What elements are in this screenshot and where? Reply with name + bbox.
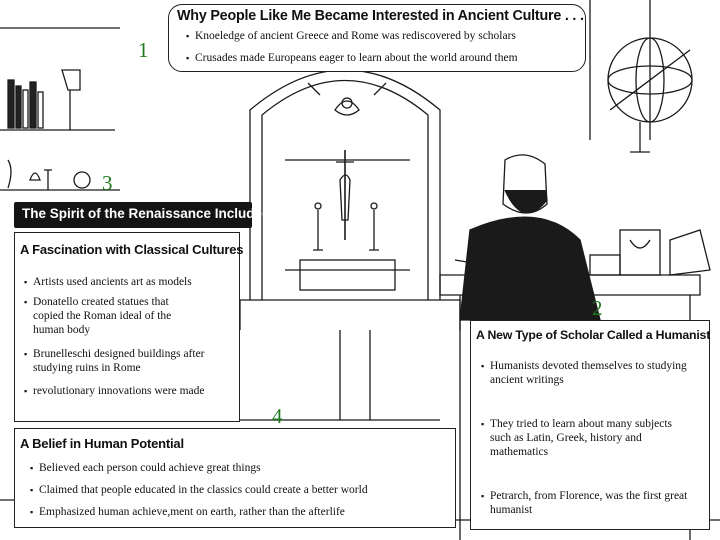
human-potential-title: A Belief in Human Potential <box>20 436 184 451</box>
ancient-culture-box <box>168 4 586 72</box>
ancient-culture-bullet-2: ▪ Crusades made Europeans eager to learn about the world around them <box>186 52 518 64</box>
human-potential-bullet-1: ▪ Believed each person could achieve great things <box>30 462 261 474</box>
spirit-banner <box>14 202 293 228</box>
humanist-box <box>470 320 710 530</box>
classical-cultures-title: A Fascination with Classical Cultures <box>20 242 244 257</box>
number-4: 4 <box>272 404 283 428</box>
number-3: 3 <box>102 171 113 195</box>
arch-and-altar <box>240 70 460 330</box>
humanist-bullet-2: ▪ They tried to learn about many subjects such as Latin, Greek, history and mathematics <box>481 418 673 458</box>
classical-bullet-1: ▪ Artists used ancients art as models <box>24 276 192 288</box>
armillary-sphere <box>590 0 692 152</box>
left-shelves <box>0 28 120 190</box>
classical-bullet-3: ▪ Brunelleschi designed buildings after studying ruins in Rome <box>24 348 205 374</box>
humanist-bullet-1: ▪ Humanists devoted themselves to studying ancient writings <box>481 360 687 386</box>
number-1: 1 <box>138 38 149 62</box>
classical-cultures-box <box>14 232 244 422</box>
humanist-title: A New Type of Scholar Called a Humanist <box>476 328 711 342</box>
ancient-culture-bullet-1: ▪ Knoeledge of ancient Greece and Rome was rediscovered by scholars <box>186 30 516 42</box>
classical-bullet-4: ▪ revolutionary innovations were made <box>24 385 205 397</box>
number-2: 2 <box>592 296 603 320</box>
ancient-culture-title: Why People Like Me Became Interested in Ancient Culture . . . <box>177 8 584 24</box>
human-potential-bullet-3: ▪ Emphasized human achieve,ment on earth, rather than the afterlife <box>30 506 345 518</box>
human-potential-box <box>14 428 456 528</box>
classical-bullet-2: ▪ Donatello created statues that copied the Roman ideal of the human body <box>24 296 172 336</box>
spirit-banner-text: The Spirit of the Renaissance Included . . . <box>22 206 293 221</box>
humanist-bullet-3: ▪ Petrarch, from Florence, was the first great humanist <box>481 490 688 516</box>
human-potential-bullet-2: ▪ Claimed that people educated in the classics could create a better world <box>30 484 368 496</box>
